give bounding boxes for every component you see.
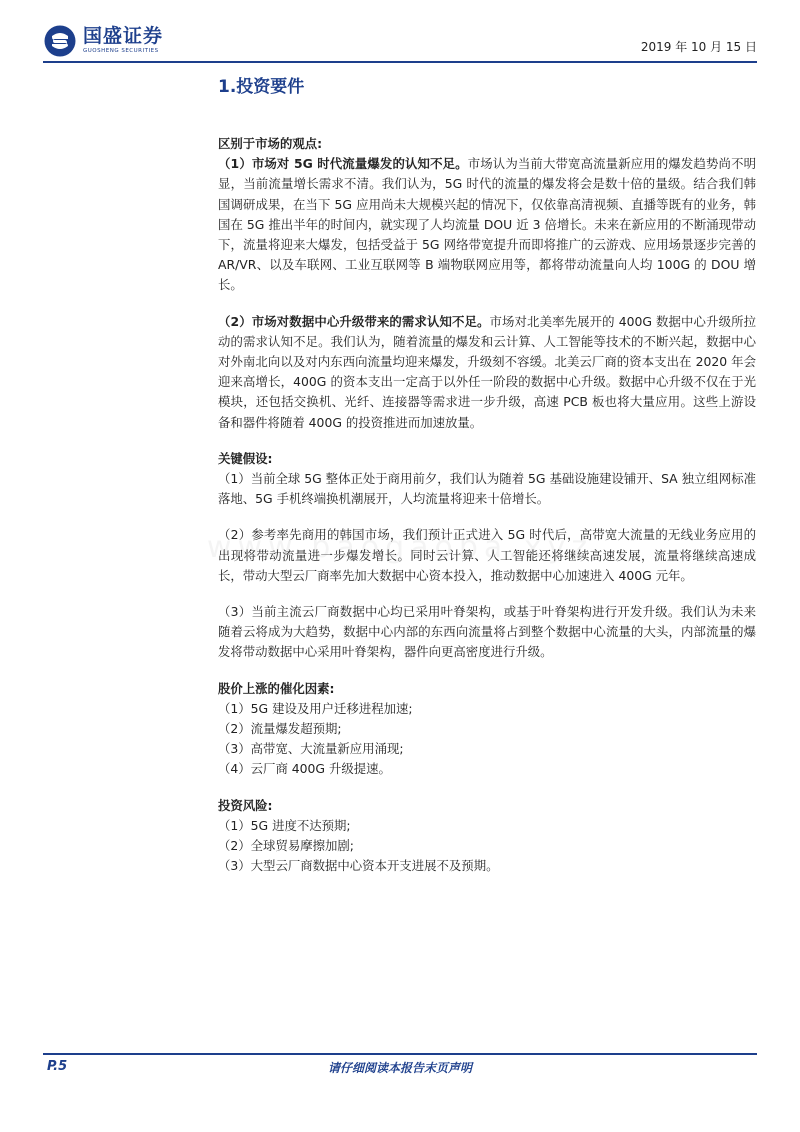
logo-chinese-name: 国盛证券 (83, 25, 164, 48)
logo-english-name: GUOSHENG SECURITIES (83, 48, 159, 55)
risk-item-1: （1）5G 进度不达预期; (218, 817, 351, 833)
catalysts-heading: 股价上涨的催化因素: (218, 680, 335, 696)
company-logo (43, 24, 163, 58)
footer-divider (43, 1053, 757, 1055)
logo-mark-icon (43, 24, 77, 58)
assumption-item-2: （2）参考率先商用的韩国市场，我们预计正式进入 5G 时代后，高带宽大流量的无线业务应用的出现将带动流量进一步爆发增长。同时云计算、人工智能还将继续高速发展，流量将继续高速成长，带动大型云厂商率先加大数据中心资本投入，推动数据中心加速进入 400G 元年。 (218, 527, 756, 583)
catalyst-item-4: （4）云厂商 400G 升级提速。 (218, 761, 391, 777)
assumptions-heading: 关键假设: (218, 450, 273, 466)
page-number: P.5 (47, 1059, 68, 1074)
assumption-item-1: （1）当前全球 5G 整体正处于商用前夕，我们认为随着 5G 基础设施建设铺开、SA 独立组网标准落地、5G 手机终端换机潮展开，人均流量将迎来十倍增长。 (218, 471, 756, 507)
catalyst-item-3: （3）高带宽、大流量新应用涌现; (218, 741, 404, 757)
risks-heading: 投资风险: (218, 797, 273, 813)
views-paragraph-2 (218, 312, 756, 433)
section-title: 1.投资要件 (218, 77, 305, 97)
assumption-item-3: （3）当前主流云厂商数据中心均已采用叶脊架构，或基于叶脊架构进行开发升级。我们认为未来随着云将成为大趋势，数据中心内部的东西向流量将占到整个数据中心流量的大头，内部流量的爆发将带动数据中心采用叶脊架构，器件向更高密度进行升级。 (218, 604, 756, 660)
risk-item-2: （2）全球贸易摩擦加剧; (218, 838, 354, 854)
report-body (218, 134, 756, 877)
views-heading: 区别于市场的观点: (218, 136, 323, 151)
views-paragraph-1-lead: （1）市场对 5G 时代流量爆发的认知不足。 (218, 156, 468, 172)
header-divider (43, 61, 757, 63)
views-paragraph-1-body: 市场认为当前大带宽高流量新应用的爆发趋势尚不明显，当前流量增长需求不清。我们认为，5G 时代的流量的爆发将会是数十倍的量级。结合我们韩国调研成果，在当下 5G 应用尚未大规模兴起的情况下，仅依靠高清视频、直播等既有的业务，韩国在 5G 推出半年的时间内，就实现了人均流量 DOU 近 3 倍增长。未来在新应用的不断涌现带动下，流量将迎来大爆发，包括受益于 5G 网络带宽提升而即将推广的云游戏、应用场景逐步完善的 AR/VR、以及车联网、工业互联网等 B 端物联网应用等，都将带动流量向人均 100G 的 DOU 增长。 (218, 156, 757, 293)
catalyst-item-2: （2）流量爆发超预期; (218, 721, 342, 737)
page-header (43, 22, 757, 62)
catalyst-item-1: （1）5G 建设及用户迁移进程加速; (218, 700, 413, 716)
disclaimer-note: 请仔细阅读本报告末页声明 (327, 1061, 472, 1075)
views-paragraph-2-lead: （2）市场对数据中心升级带来的需求认知不足。 (218, 313, 490, 329)
views-paragraph-1 (218, 154, 756, 295)
report-date: 2019 年 10 月 15 日 (640, 40, 757, 54)
views-paragraph-2-body: 市场对北美率先展开的 400G 数据中心升级所拉动的需求认知不足。我们认为，随着流量的爆发和云计算、人工智能等技术的不断兴起，数据中心对外南北向以及对内东西向流量均迎来爆发，升级刻不容缓。北美云厂商的资本支出在 2020 年会迎来高增长，400G 的资本支出一定高于以外任一阶段的数据中心升级。数据中心升级不仅在于光模块，还包括交换机、光纤、连接器等需求进一步升级，高速 PCB 板也将大量应用。这些上游设备和器件将随着 400G 的投资推进而加速放量。 (218, 313, 756, 430)
risk-item-3: （3）大型云厂商数据中心资本开支进展不及预期。 (218, 858, 499, 874)
